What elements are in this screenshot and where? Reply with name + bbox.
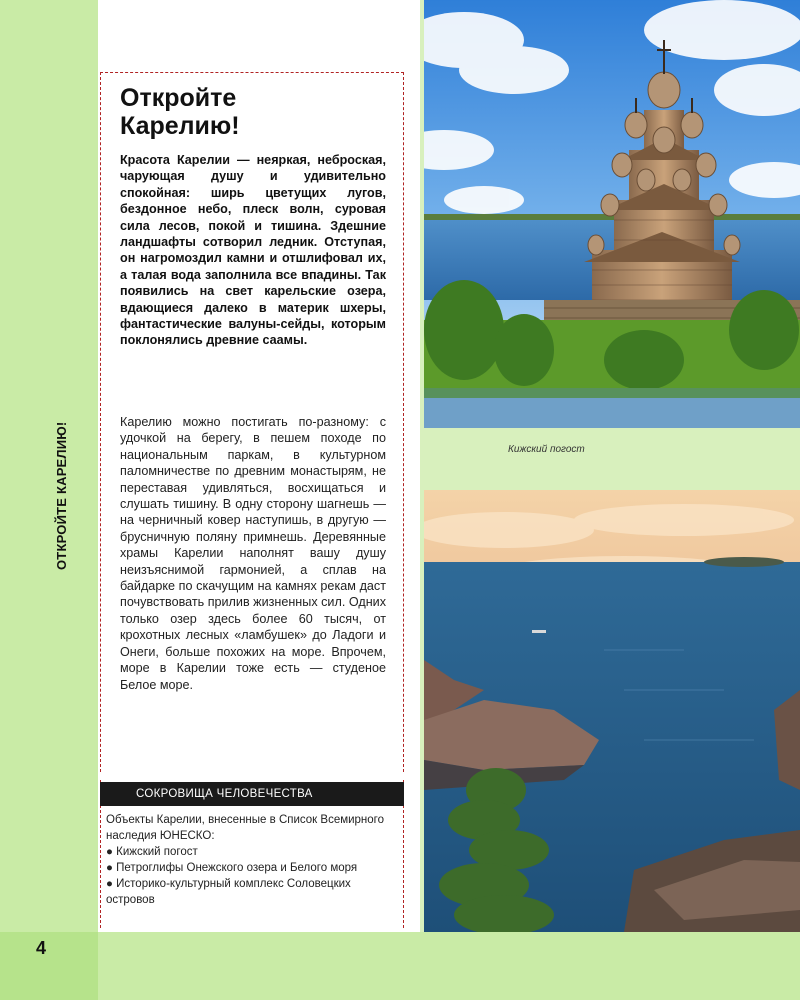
- section-side-label: ОТКРОЙТЕ КАРЕЛИЮ!: [54, 421, 69, 570]
- article-paragraph-1: Красота Карелии — неяркая, неброская, чарующая душу и удивительно спокойная: ширь цветущих лугов, бездонное небо, плеск волн, суровая сила лесов, покой и тишина. Здешние ландшафты сотворил ледник. Отступая, он нагромоздил камни и отшлифовал их, а талая вода заполнила все впадины. Так появились на свет карельские озера, вдающиеся далеко в материк шхеры, фантастические валуны-сейды, которым поклонялись древние саамы.: [120, 153, 386, 348]
- sea-illustration: [424, 490, 800, 932]
- unesco-intro: Объекты Карелии, внесенные в Список Всемирного наследия ЮНЕСКО:: [106, 814, 385, 842]
- unesco-body: [106, 812, 398, 908]
- unesco-list-item: ● Кижский погост: [106, 846, 198, 858]
- article-title: [120, 84, 390, 140]
- unesco-heading: СОКРОВИЩА ЧЕЛОВЕЧЕСТВА: [100, 782, 404, 806]
- sea-skerries-photo: [424, 490, 800, 932]
- kizhi-photo: [424, 0, 800, 428]
- article-title-line2: Карелию!: [120, 112, 240, 140]
- kizhi-illustration: [424, 0, 800, 428]
- page-number: 4: [36, 938, 47, 958]
- article-paragraph-2: Карелию можно постигать по-разному: с удочкой на берегу, в пешем походе по национальным паркам, в культурном паломничестве по древним монастырям, не переставая удивляться, восхищаться и слушать тишину. В одну сторону шагнешь — на черничный ковер наступишь, в другую — брусничную поляну примнешь. Деревянные храмы Карелии наполнят вашу душу неизъяснимой гармонией, а сплав на байдарке по скачущим на камнях рекам даст почувствовать прилив жизненных сил. Одних только озер здесь более 60 тысяч, от крохотных лесных «ламбушек» до Ладоги и Онеги, больше похожих на море. Впрочем, море в Карелии тоже есть — студеное Белое море.: [120, 415, 386, 692]
- page-number-box: [0, 932, 98, 1000]
- unesco-list-item: ● Петроглифы Онежского озера и Белого моря: [106, 862, 358, 874]
- left-margin-band: [0, 0, 98, 1000]
- photo-caption-kizhi: Кижский погост: [508, 444, 585, 455]
- article-title-line1: Откройте: [120, 84, 237, 112]
- unesco-list-item: ● Историко-культурный комплекс Соловецких островов: [106, 878, 351, 906]
- bottom-margin-band: [0, 932, 800, 1000]
